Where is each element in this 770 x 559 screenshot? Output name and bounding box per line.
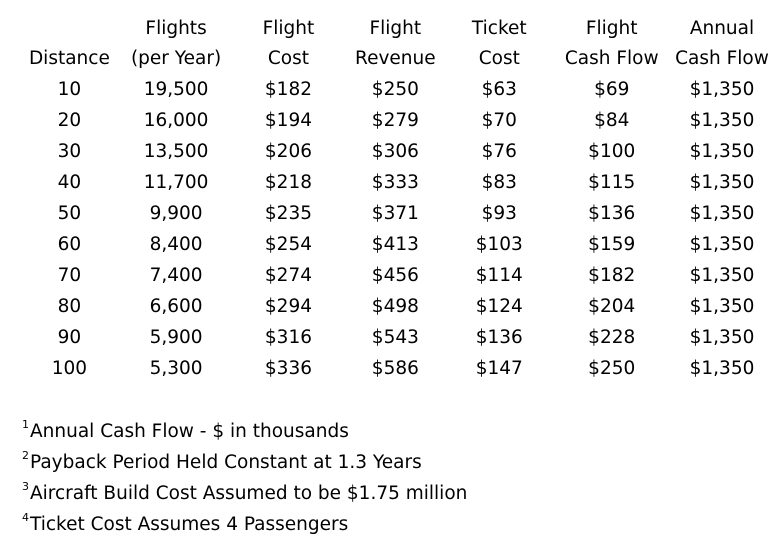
table-cell: $84: [594, 110, 630, 131]
table-cell: $498: [371, 296, 419, 317]
table-cell: 5,300: [149, 358, 203, 379]
header-cell: Flight: [369, 18, 422, 39]
footnote: [22, 478, 467, 509]
footnote-text: Ticket Cost Assumes 4 Passengers: [30, 514, 349, 535]
table-cell: $316: [264, 327, 312, 348]
header-row-1: [22, 14, 770, 44]
footnote: [22, 509, 467, 540]
table-row: [22, 291, 770, 322]
flight-economics-table: [22, 14, 770, 384]
header-cell: Distance: [28, 48, 110, 69]
table-row: [22, 229, 770, 260]
table-cell: $124: [475, 296, 523, 317]
table-cell: $218: [264, 172, 312, 193]
header-cell: Cash Flow: [564, 48, 659, 69]
table-row: [22, 260, 770, 291]
table-cell: $586: [371, 358, 419, 379]
table-cell: 60: [57, 234, 82, 255]
table-cell: 100: [51, 358, 88, 379]
table-cell: 19,500: [143, 79, 209, 100]
footnotes: [22, 416, 467, 540]
table-row: [22, 136, 770, 167]
table-cell: $250: [588, 358, 636, 379]
table-cell: $1,350: [689, 79, 755, 100]
table-cell: $147: [475, 358, 523, 379]
footnote-number: 1: [22, 418, 29, 431]
table-body: [22, 74, 770, 384]
table-cell: $136: [588, 203, 636, 224]
table-cell: 6,600: [149, 296, 203, 317]
footnote-number: 3: [22, 480, 29, 493]
table-cell: $182: [264, 79, 312, 100]
table-cell: $413: [371, 234, 419, 255]
table-cell: 16,000: [143, 110, 209, 131]
table-cell: $1,350: [689, 110, 755, 131]
header-cell: Flight: [585, 18, 638, 39]
table-cell: 80: [57, 296, 82, 317]
table-cell: $1,350: [689, 296, 755, 317]
table-cell: $70: [481, 110, 517, 131]
header-cell: Cost: [267, 48, 310, 69]
table-cell: $1,350: [689, 265, 755, 286]
footnote-number: 2: [22, 449, 29, 462]
table-cell: $294: [264, 296, 312, 317]
header-cell: Ticket: [471, 18, 527, 39]
table-cell: $333: [371, 172, 419, 193]
footnote: [22, 447, 467, 478]
table-cell: $1,350: [689, 172, 755, 193]
table-cell: $1,350: [689, 203, 755, 224]
table-cell: 20: [57, 110, 82, 131]
table-cell: $306: [371, 141, 419, 162]
table-row: [22, 167, 770, 198]
table-cell: 13,500: [143, 141, 209, 162]
table-cell: $115: [588, 172, 636, 193]
table-cell: 50: [57, 203, 82, 224]
table-cell: $250: [371, 79, 419, 100]
table-cell: $1,350: [689, 358, 755, 379]
footnote-number: 4: [22, 511, 29, 524]
table-cell: 7,400: [149, 265, 203, 286]
table-cell: $83: [481, 172, 517, 193]
table-cell: $182: [588, 265, 636, 286]
table-cell: $206: [264, 141, 312, 162]
footnote-text: Annual Cash Flow - $ in thousands: [30, 421, 349, 442]
table-cell: 5,900: [149, 327, 203, 348]
table-row: [22, 322, 770, 353]
table-cell: $63: [481, 79, 517, 100]
header-cell: [22, 14, 117, 44]
footnote: [22, 416, 467, 447]
table-cell: 40: [57, 172, 82, 193]
table-cell: $456: [371, 265, 419, 286]
table-cell: $254: [264, 234, 312, 255]
table-row: [22, 198, 770, 229]
table-cell: 8,400: [149, 234, 203, 255]
table-cell: $279: [371, 110, 419, 131]
table-cell: $159: [588, 234, 636, 255]
table-cell: $1,350: [689, 234, 755, 255]
table-header: [22, 14, 770, 74]
header-cell: Flights: [145, 18, 207, 39]
table-cell: $76: [481, 141, 517, 162]
table-cell: $69: [594, 79, 630, 100]
table-cell: 90: [57, 327, 82, 348]
table-cell: 70: [57, 265, 82, 286]
table-row: [22, 105, 770, 136]
table-cell: $103: [475, 234, 523, 255]
table-cell: $336: [264, 358, 312, 379]
table-cell: $93: [481, 203, 517, 224]
header-cell: Flight: [262, 18, 315, 39]
table-cell: $114: [475, 265, 523, 286]
table-cell: 30: [57, 141, 82, 162]
table-cell: $194: [264, 110, 312, 131]
table-cell: 9,900: [149, 203, 203, 224]
header-cell: Annual: [689, 18, 755, 39]
table-cell: $235: [264, 203, 312, 224]
footnote-text: Aircraft Build Cost Assumed to be $1.75 million: [30, 483, 468, 504]
table-cell: $100: [588, 141, 636, 162]
table-cell: $1,350: [689, 141, 755, 162]
header-cell: Cash Flow: [675, 48, 769, 69]
table-cell: $228: [588, 327, 636, 348]
table-cell: $204: [588, 296, 636, 317]
table-cell: 11,700: [143, 172, 209, 193]
table-cell: 10: [57, 79, 82, 100]
table-cell: $274: [264, 265, 312, 286]
header-row-2: [22, 44, 770, 74]
header-cell: Cost: [478, 48, 520, 69]
footnote-text: Payback Period Held Constant at 1.3 Years: [30, 452, 422, 473]
header-cell: (per Year): [130, 48, 222, 69]
table-cell: $543: [371, 327, 419, 348]
table-row: [22, 353, 770, 384]
header-cell: Revenue: [355, 48, 436, 69]
table-cell: $136: [475, 327, 523, 348]
table-cell: $371: [371, 203, 419, 224]
table-row: [22, 74, 770, 105]
table-cell: $1,350: [689, 327, 755, 348]
